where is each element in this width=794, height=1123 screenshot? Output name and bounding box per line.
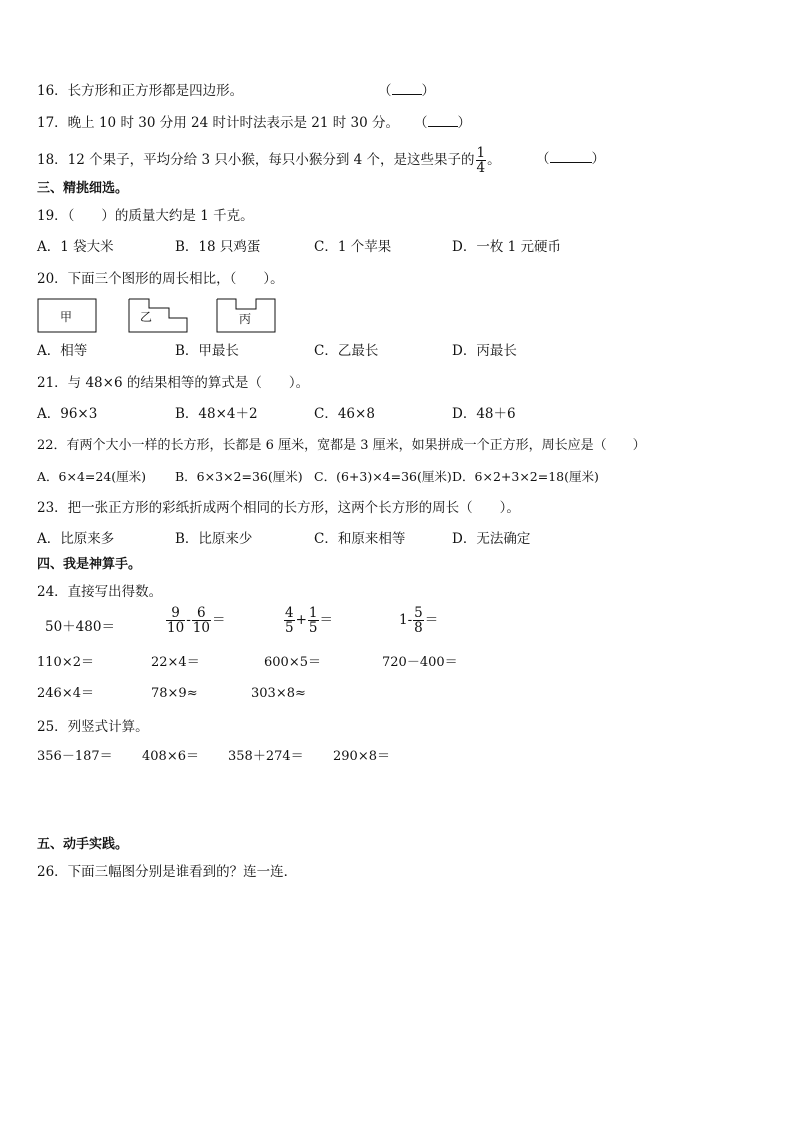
section-5-heading: 五、动手实践。 [37,837,129,852]
shape-jia-label: 甲 [60,310,73,324]
option-23-b[interactable]: B．比原来少 [175,531,253,547]
answer-blank-16[interactable]: （ ） [378,83,435,99]
option-23-d[interactable]: D．无法确定 [452,531,531,547]
question-23-text: 23．把一张正方形的彩纸折成两个相同的长方形，这两个长方形的周长（ ）。 [37,500,520,516]
option-19-b[interactable]: B．18 只鸡蛋 [175,239,261,255]
option-20-c[interactable]: C．乙最长 [314,343,379,359]
shape-yi [129,299,187,332]
option-19-c[interactable]: C．1 个苹果 [314,239,392,255]
question-17-text: 17．晚上 10 时 30 分用 24 时计时法表示是 21 时 30 分。 [37,115,399,131]
answer-blank-18[interactable]: （ ） [536,151,605,167]
question-18-text: 18．12 个果子，平均分给 3 只小猴，每只小猴分到 4 个，是这些果子的 [37,152,475,168]
option-20-d[interactable]: D．丙最长 [452,343,517,359]
blank-line [550,150,592,163]
calc-24-8: 720－400＝ [382,655,458,670]
calc-24-4: 1- $\frac{5}{8}$ ＝ [399,605,439,636]
question-19-text: 19．（ ）的质量大约是 1 千克。 [37,208,254,224]
question-16-text: 16．长方形和正方形都是四边形。 [37,83,244,99]
question-21-text: 21．与 48×6 的结果相等的算式是（ ）。 [37,375,310,391]
perimeter-shapes-figure [36,296,281,336]
section-3-heading: 三、精挑细选。 [37,181,129,196]
fraction: $\frac{9}{10}$ [167,605,185,636]
question-18: 18．12 个果子，平均分给 3 只小猴，每只小猴分到 4 个，是这些果子的 $\frac{1}{4}$ 。 [37,145,501,176]
option-22-a[interactable]: A．6×4=24(厘米) [37,469,147,484]
option-22-c[interactable]: C．(6+3)×4=36(厘米) [314,469,452,484]
vertical-calc-4: 290×8＝ [333,749,390,764]
blank-line [392,82,422,95]
shape-bing-label: 丙 [239,312,252,326]
calc-24-3: $\frac{4}{5}$ + $\frac{1}{5}$ ＝ [285,605,333,636]
option-21-c[interactable]: C．46×8 [314,406,375,422]
fraction: $\frac{5}{8}$ [414,605,423,636]
option-23-a[interactable]: A．比原来多 [37,531,115,547]
question-25-text: 25．列竖式计算。 [37,719,149,735]
answer-blank-17[interactable]: （ ） [414,115,471,131]
option-21-d[interactable]: D．48＋6 [452,406,516,422]
question-16 [37,82,243,100]
calc-24-11: 303×8≈ [251,686,306,701]
option-21-b[interactable]: B．48×4＋2 [175,406,258,422]
shape-yi-label: 乙 [140,310,153,324]
fraction: $\frac{4}{5}$ [285,605,294,636]
question-17 [37,114,399,132]
option-19-d[interactable]: D．一枚 1 元硬币 [452,239,561,255]
fraction: $\frac{6}{10}$ [192,605,210,636]
calc-24-2: $\frac{9}{10}$ - $\frac{6}{10}$ ＝ [167,605,226,636]
calc-24-1: 50＋480＝ [45,619,115,635]
question-26-text: 26．下面三幅图分别是谁看到的？连一连． [37,864,298,880]
blank-line [428,114,458,127]
section-4-heading: 四、我是神算手。 [37,557,142,572]
calc-24-9: 246×4＝ [37,686,94,701]
vertical-calc-2: 408×6＝ [142,749,199,764]
vertical-calc-1: 356－187＝ [37,749,113,764]
question-22-text: 22．有两个大小一样的长方形，长都是 6 厘米，宽都是 3 厘米，如果拼成一个正方形，周长应是（ ） [37,438,646,453]
calc-24-6: 22×4＝ [151,655,200,670]
fraction-one-quarter: $\frac{1}{4}$ [476,145,486,176]
question-24-text: 24．直接写出得数。 [37,584,163,600]
vertical-calc-3: 358＋274＝ [228,749,304,764]
option-20-a[interactable]: A．相等 [37,343,88,359]
calc-24-10: 78×9≈ [151,686,198,701]
option-22-b[interactable]: B．6×3×2=36(厘米) [175,469,303,484]
option-21-a[interactable]: A．96×3 [37,406,98,422]
option-19-a[interactable]: A．1 袋大米 [37,239,114,255]
calc-24-7: 600×5＝ [264,655,321,670]
calc-24-5: 110×2＝ [37,655,94,670]
option-22-d[interactable]: D．6×2+3×2=18(厘米) [452,469,599,484]
option-20-b[interactable]: B．甲最长 [175,343,239,359]
fraction: $\frac{1}{5}$ [308,605,318,636]
option-23-c[interactable]: C．和原来相等 [314,531,406,547]
question-20-text: 20．下面三个图形的周长相比，（ ）。 [37,271,284,287]
